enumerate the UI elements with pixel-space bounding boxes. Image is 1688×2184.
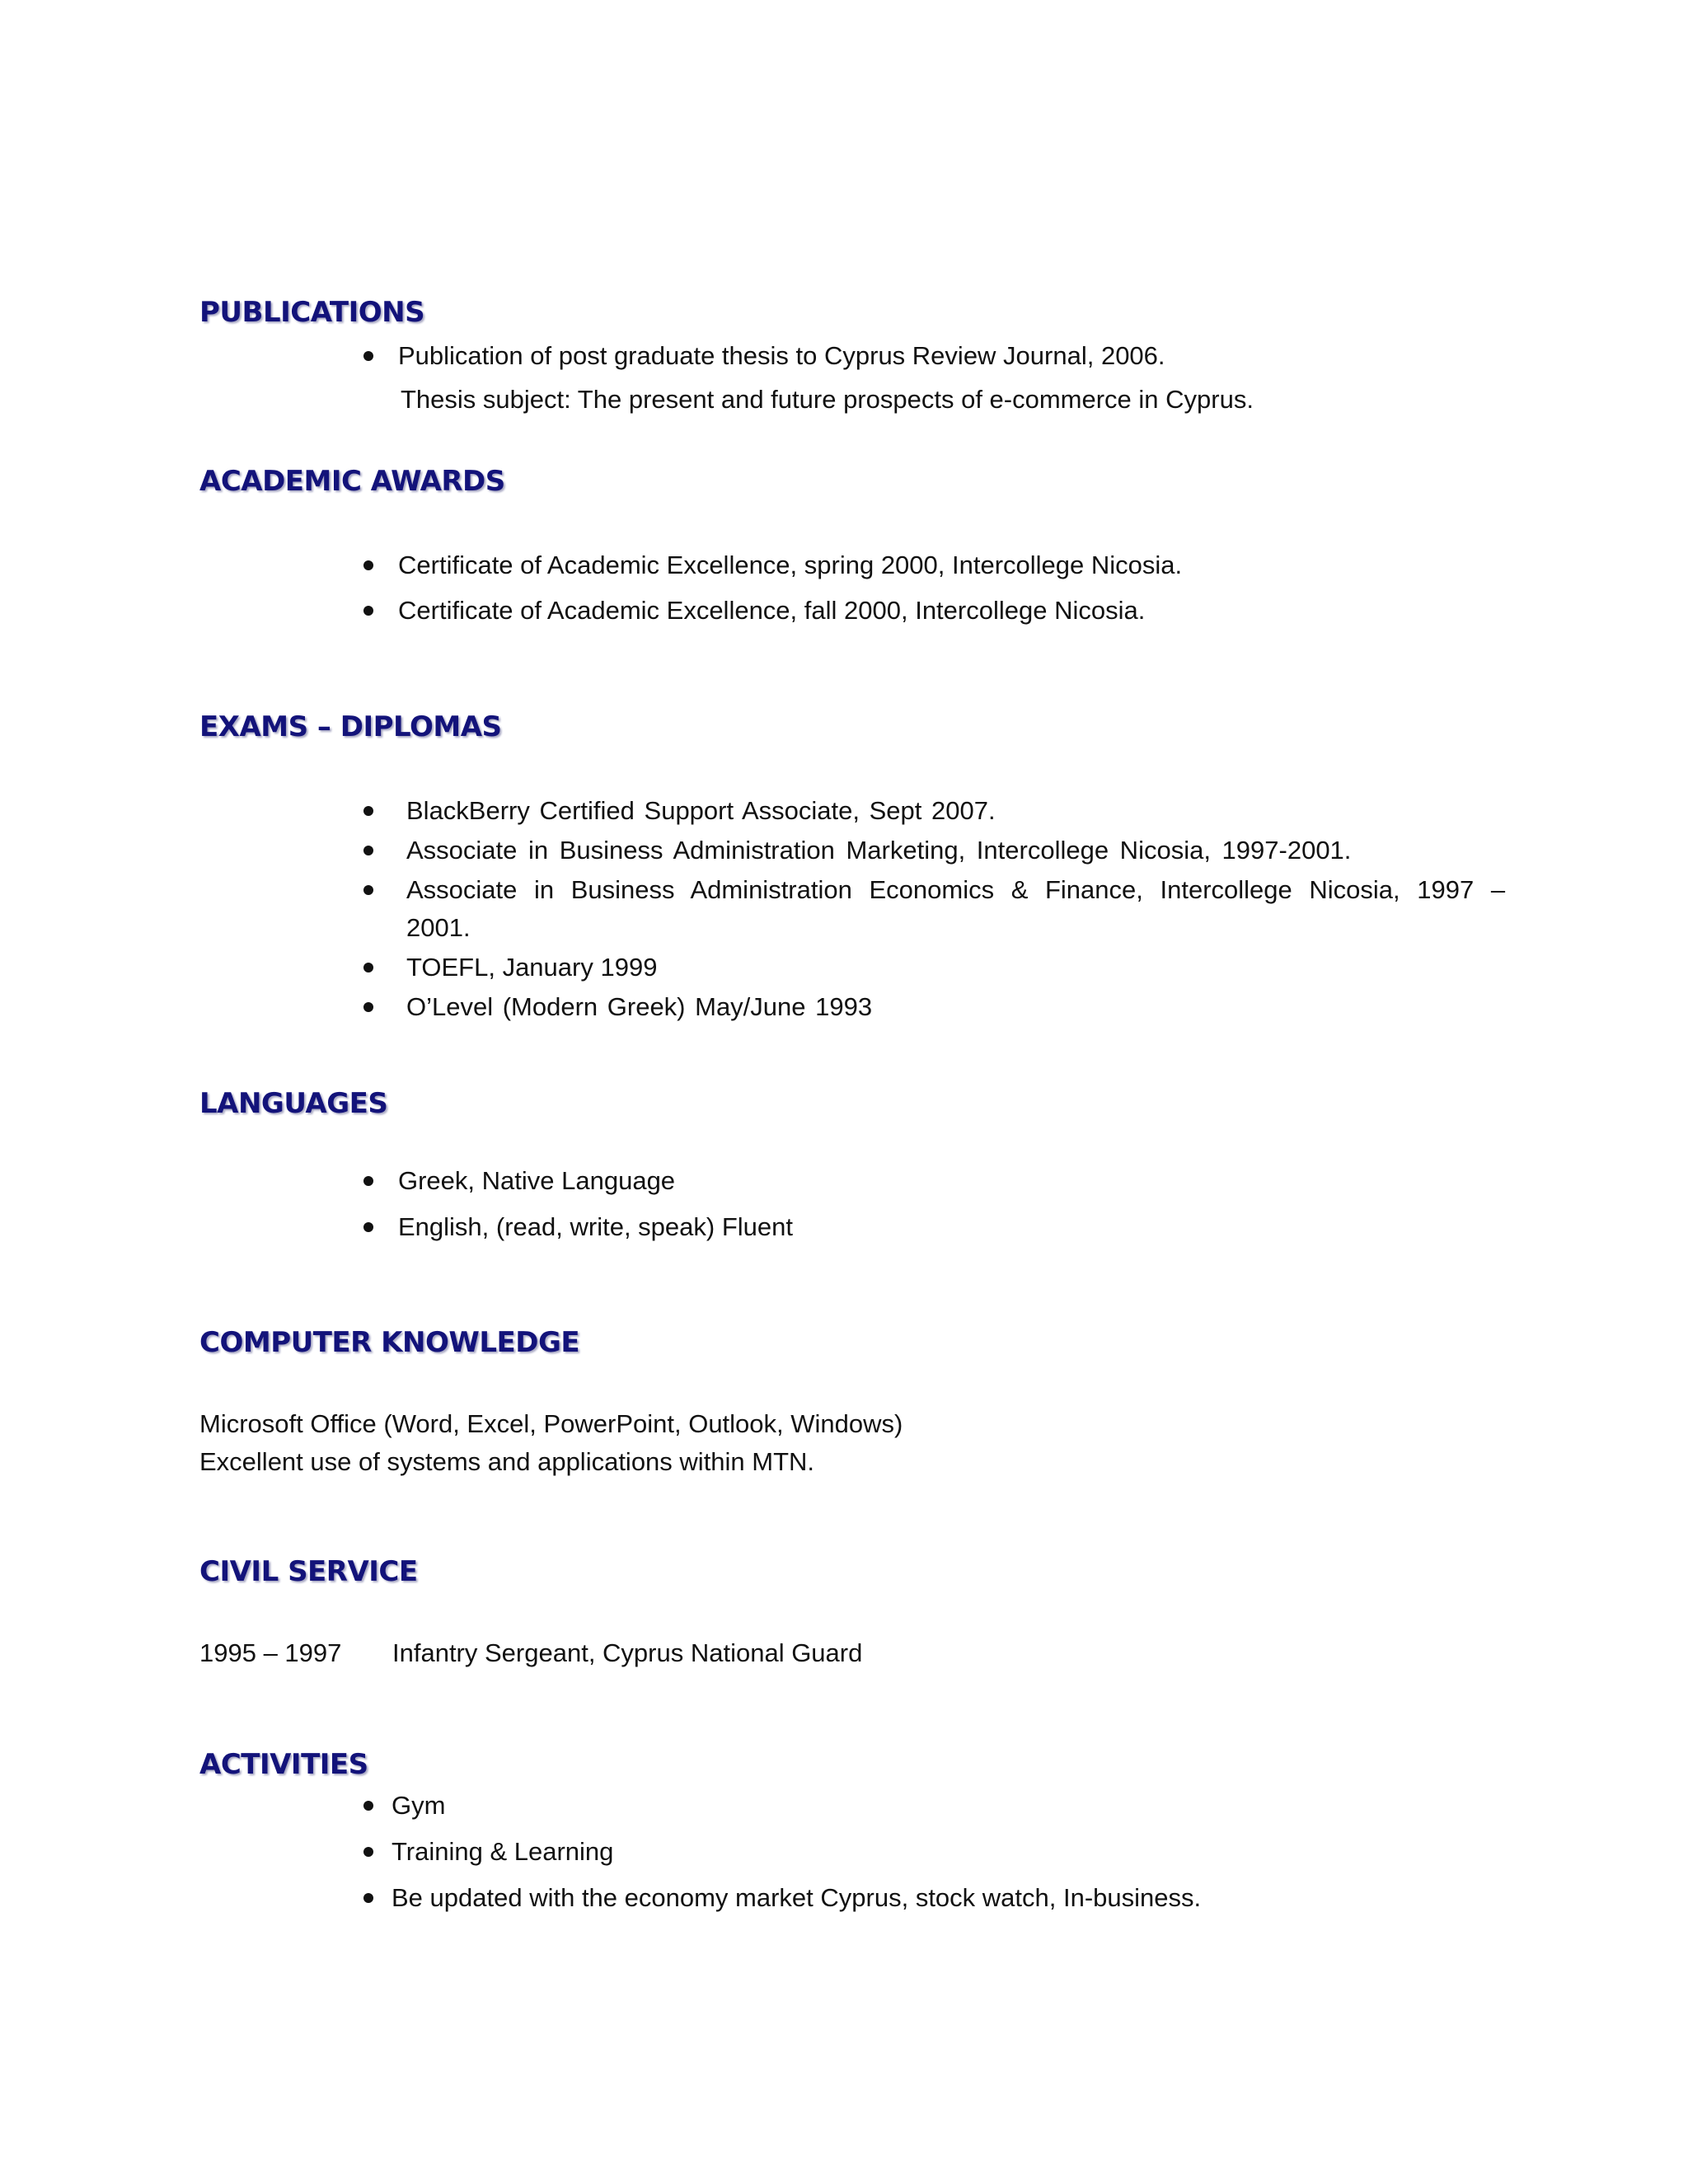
- civil-service-period: 1995 – 1997: [199, 1638, 342, 1667]
- civil-service-heading: CIVIL SERVICE: [199, 1555, 418, 1588]
- language-item: Greek, Native Language: [398, 1166, 676, 1195]
- exam-item: Associate in Business Administration Marketing, Intercollege Nicosia, 1997-2001.: [406, 836, 1352, 865]
- computer-knowledge-heading: COMPUTER KNOWLEDGE: [199, 1326, 580, 1359]
- bullet-icon: [363, 963, 373, 972]
- exam-item-continuation: 2001.: [406, 913, 471, 942]
- bullet-icon: [363, 1801, 373, 1811]
- civil-service-role: Infantry Sergeant, Cyprus National Guard: [392, 1638, 863, 1667]
- bullet-icon: [363, 1222, 373, 1232]
- publication-item: Publication of post graduate thesis to Cyprus Review Journal, 2006.: [398, 341, 1165, 370]
- exam-item: Associate in Business Administration Economics & Finance, Intercollege Nicosia, 1997 –: [406, 875, 1506, 904]
- bullet-icon: [363, 846, 373, 855]
- exam-item: TOEFL, January 1999: [406, 953, 658, 982]
- bullet-icon: [363, 1176, 373, 1186]
- bullet-icon: [363, 1002, 373, 1012]
- publications-heading: PUBLICATIONS: [199, 296, 425, 329]
- bullet-icon: [363, 1847, 373, 1857]
- languages-heading: LANGUAGES: [199, 1087, 388, 1120]
- academic-awards-heading: ACADEMIC AWARDS: [199, 465, 505, 498]
- publication-subject: Thesis subject: The present and future prospects of e-commerce in Cyprus.: [401, 385, 1254, 414]
- activity-item: Gym: [392, 1791, 446, 1820]
- award-item: Certificate of Academic Excellence, spring 2000, Intercollege Nicosia.: [398, 551, 1183, 579]
- bullet-icon: [363, 1893, 373, 1903]
- bullet-icon: [363, 351, 373, 361]
- exam-item: O’Level (Modern Greek) May/June 1993: [406, 992, 873, 1021]
- bullet-icon: [363, 806, 373, 816]
- bullet-icon: [363, 606, 373, 616]
- bullet-icon: [363, 885, 373, 895]
- bullet-icon: [363, 560, 373, 570]
- activities-heading: ACTIVITIES: [199, 1748, 368, 1781]
- exams-diplomas-heading: EXAMS – DIPLOMAS: [199, 710, 502, 743]
- award-item: Certificate of Academic Excellence, fall 2000, Intercollege Nicosia.: [398, 596, 1146, 625]
- exam-item: BlackBerry Certified Support Associate, Sept 2007.: [406, 796, 996, 825]
- activity-item: Training & Learning: [392, 1837, 614, 1866]
- activity-item: Be updated with the economy market Cyprus, stock watch, In-business.: [392, 1883, 1202, 1912]
- computer-knowledge-line: Excellent use of systems and applications within MTN.: [199, 1447, 815, 1476]
- language-item: English, (read, write, speak) Fluent: [398, 1212, 793, 1241]
- computer-knowledge-line: Microsoft Office (Word, Excel, PowerPoint, Outlook, Windows): [199, 1409, 903, 1438]
